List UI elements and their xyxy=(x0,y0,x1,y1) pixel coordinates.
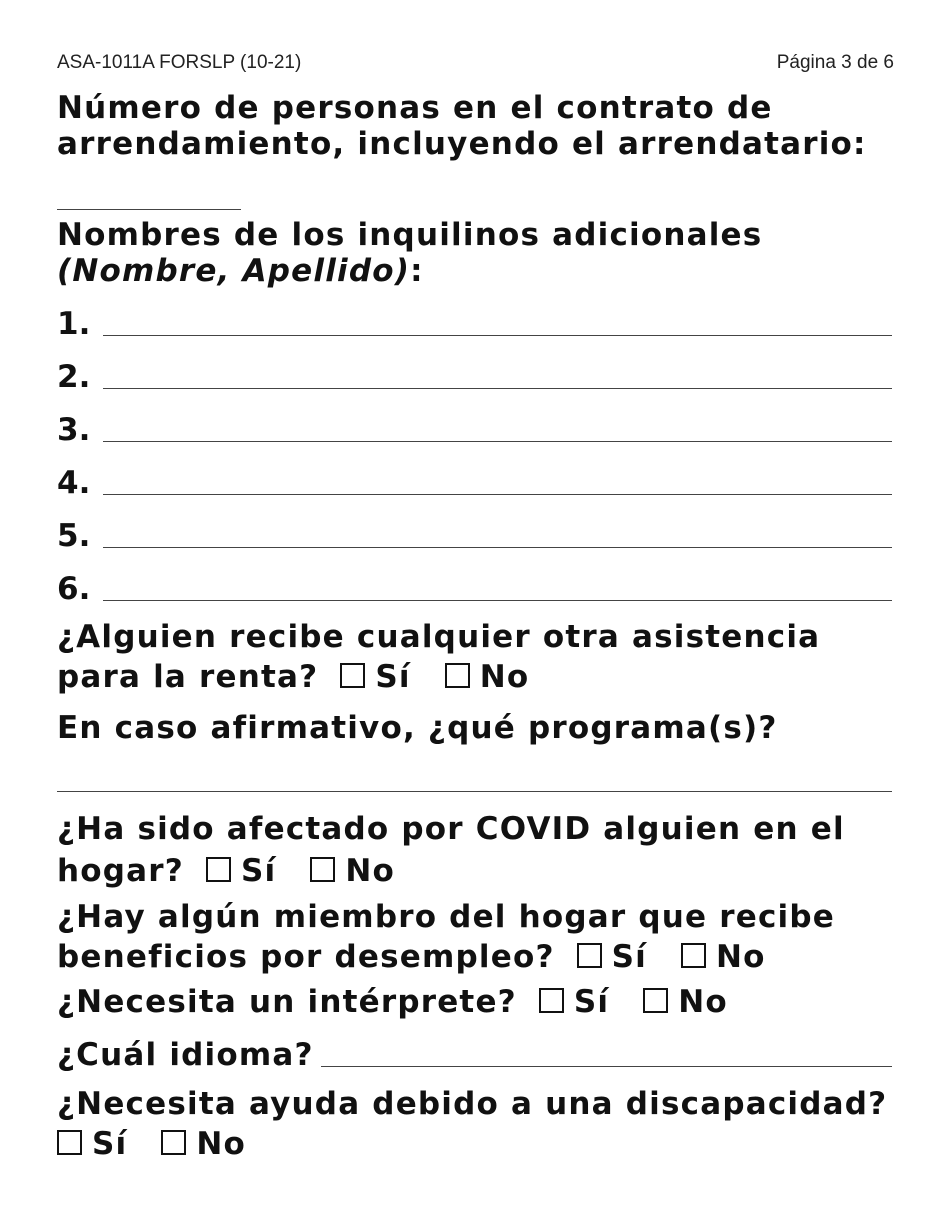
disability-question xyxy=(57,1084,887,1164)
covid-question xyxy=(57,808,845,892)
no-label: No xyxy=(345,853,395,889)
form-id: ASA-1011A FORSLP (10-21) xyxy=(57,52,302,73)
tenant-row xyxy=(57,355,892,395)
tenant-name-field[interactable] xyxy=(103,388,892,389)
no-label: No xyxy=(479,659,530,695)
covid-text: hogar? xyxy=(57,853,184,889)
rent-assistance-yes-checkbox[interactable] xyxy=(340,663,365,688)
rent-assistance-line1: ¿Alguien recibe cualquier otra asistencia xyxy=(57,619,821,655)
tenant-name-field[interactable] xyxy=(103,441,892,442)
no-label: No xyxy=(678,984,728,1020)
yes-label: Sí xyxy=(240,853,277,889)
tenants-subtitle-colon: : xyxy=(410,253,424,289)
page-number: Página 3 de 6 xyxy=(776,52,894,73)
rent-assistance-question xyxy=(57,617,820,697)
yes-label: Sí xyxy=(573,984,610,1020)
tenant-name-field[interactable] xyxy=(103,547,892,548)
yes-label: Sí xyxy=(375,659,411,695)
tenant-row xyxy=(57,408,892,448)
tenant-number: 3. xyxy=(57,412,91,448)
no-label: No xyxy=(716,939,766,975)
tenants-heading xyxy=(57,217,762,289)
disability-yes-checkbox[interactable] xyxy=(57,1130,82,1155)
unemployment-text: beneficios por desempleo? xyxy=(57,939,555,975)
no-label: No xyxy=(196,1126,247,1162)
covid-yes-checkbox[interactable] xyxy=(206,857,231,882)
interpreter-no-checkbox[interactable] xyxy=(643,988,668,1013)
tenant-row xyxy=(57,567,892,607)
tenants-subtitle xyxy=(57,253,762,289)
tenant-name-field[interactable] xyxy=(103,494,892,495)
unemployment-line2 xyxy=(57,937,835,977)
tenant-row xyxy=(57,461,892,501)
tenants-title: Nombres de los inquilinos adicionales xyxy=(57,217,763,253)
covid-line2 xyxy=(57,850,845,892)
language-field[interactable] xyxy=(321,1066,892,1067)
interpreter-text: ¿Necesita un intérprete? xyxy=(57,984,517,1020)
rent-assistance-line2 xyxy=(57,657,820,697)
people-count-field[interactable] xyxy=(57,209,241,210)
people-question-line2: arrendamiento, incluyendo el arrendatario: xyxy=(57,126,867,162)
rent-assistance-text: para la renta? xyxy=(57,659,319,695)
language-question: ¿Cuál idioma? xyxy=(57,1037,314,1073)
tenants-subtitle-italic: (Nombre, Apellido) xyxy=(57,253,411,289)
disability-options xyxy=(57,1124,887,1164)
interpreter-question xyxy=(57,984,750,1020)
people-question-line1: Número de personas en el contrato de xyxy=(57,90,773,126)
program-field[interactable] xyxy=(57,791,892,792)
tenant-number: 1. xyxy=(57,306,91,342)
disability-text: ¿Necesita ayuda debido a una discapacidad? xyxy=(57,1086,888,1122)
tenant-number: 4. xyxy=(57,465,91,501)
yes-label: Sí xyxy=(611,939,648,975)
rent-assistance-no-checkbox[interactable] xyxy=(445,663,470,688)
tenant-row xyxy=(57,514,892,554)
yes-label: Sí xyxy=(92,1126,128,1162)
unemployment-question xyxy=(57,897,835,977)
disability-no-checkbox[interactable] xyxy=(161,1130,186,1155)
interpreter-yes-checkbox[interactable] xyxy=(539,988,564,1013)
tenant-number: 5. xyxy=(57,518,91,554)
tenant-number: 6. xyxy=(57,571,91,607)
tenant-row xyxy=(57,302,892,342)
unemployment-no-checkbox[interactable] xyxy=(681,943,706,968)
people-count-question xyxy=(57,90,867,162)
program-question: En caso afirmativo, ¿qué programa(s)? xyxy=(57,710,778,746)
unemployment-line1: ¿Hay algún miembro del hogar que recibe xyxy=(57,899,835,935)
tenant-number: 2. xyxy=(57,359,91,395)
unemployment-yes-checkbox[interactable] xyxy=(577,943,602,968)
covid-no-checkbox[interactable] xyxy=(310,857,335,882)
tenant-name-field[interactable] xyxy=(103,335,892,336)
covid-line1: ¿Ha sido afectado por COVID alguien en el xyxy=(57,811,845,847)
tenant-name-field[interactable] xyxy=(103,600,892,601)
